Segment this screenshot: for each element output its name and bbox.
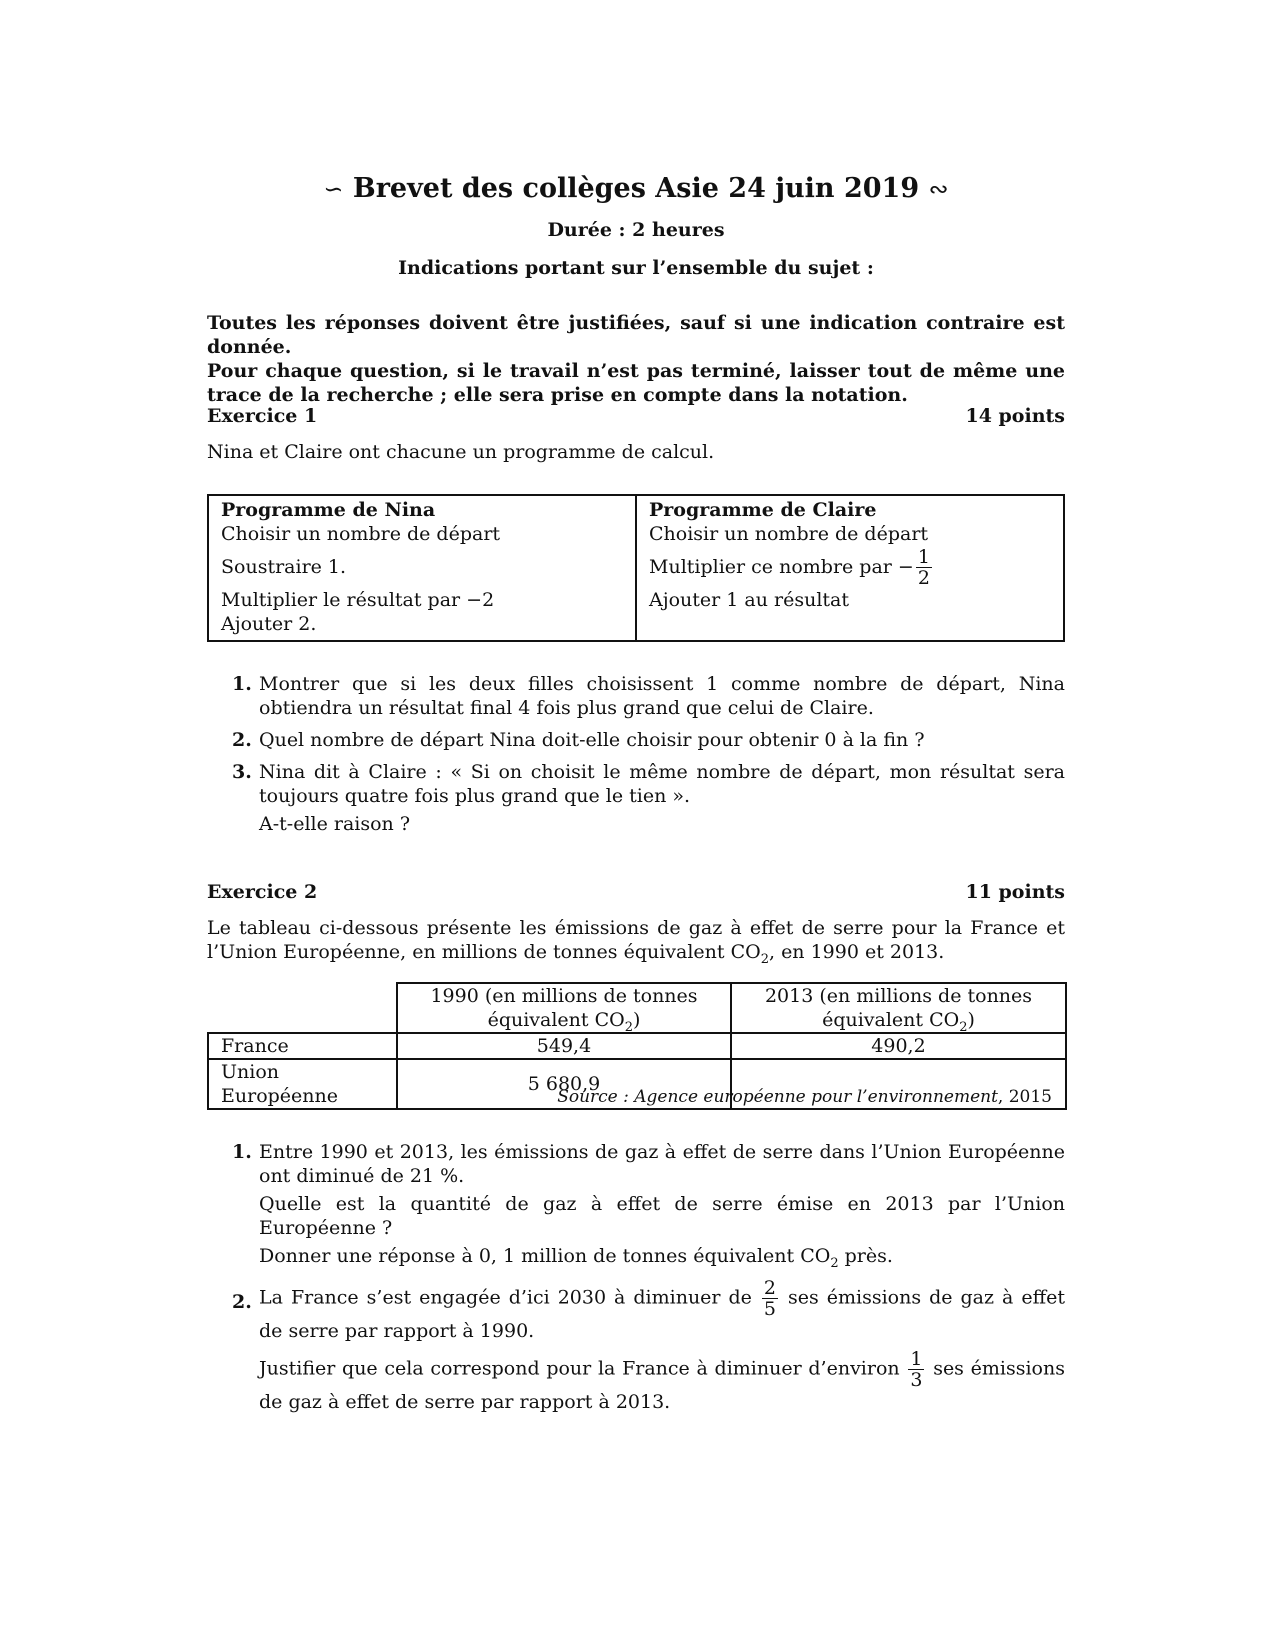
co2-subscript: 2	[959, 1019, 968, 1035]
instructions-heading: Indications portant sur l’ensemble du sujet :	[398, 257, 874, 279]
nina-title: Programme de Nina	[221, 499, 436, 521]
column-header-2013	[731, 983, 1066, 1033]
nina-program	[208, 495, 636, 641]
empty-header-cell	[208, 983, 397, 1033]
q1-line3-text: Donner une réponse à 0, 1 million de tonnes équivalent CO	[259, 1245, 831, 1267]
question-subtext: A-t-elle raison ?	[259, 813, 411, 835]
fraction-one-third	[908, 1349, 924, 1390]
nina-step: Soustraire 1.	[221, 556, 347, 578]
co2-subscript: 2	[830, 1255, 839, 1271]
question-subtext: Quelle est la quantité de gaz à effet de serre émise en 2013 par l’Union Européenne ?	[259, 1193, 1065, 1239]
question-number: 2.	[232, 1291, 252, 1313]
question	[207, 672, 1065, 720]
duration: Durée : 2 heures	[547, 219, 725, 241]
co2-subscript: 2	[760, 951, 769, 967]
claire-step2-text: Multiplier ce nombre par −	[649, 556, 914, 578]
question-number: 1.	[232, 673, 252, 695]
fraction-numerator: 1	[910, 1348, 923, 1370]
intro-text-end: , en 1990 et 2013.	[768, 941, 945, 963]
q2-text-end: ses émissions de gaz à effet de serre par rapport à 1990.	[259, 1286, 1065, 1342]
instructions	[207, 311, 1065, 407]
title-text: Brevet des collèges Asie 24 juin 2019	[352, 173, 920, 204]
question-subtext	[259, 1349, 1065, 1414]
claire-step	[649, 546, 1051, 588]
fraction-one-half	[916, 547, 932, 588]
question-text: Nina dit à Claire : « Si on choisit le même nombre de départ, mon résultat sera toujours quatre fois plus grand que le tien ».	[259, 761, 1065, 807]
question-text: Quel nombre de départ Nina doit-elle choisir pour obtenir 0 à la fin ?	[259, 729, 925, 751]
source-year: , 2015	[997, 1087, 1052, 1107]
intro-text: Le tableau ci-dessous présente les émissions de gaz à effet de serre pour la France et l’Union Européenne, en millions de tonnes équivalent CO	[207, 917, 1065, 963]
table-row	[208, 1033, 1066, 1059]
question-text	[259, 1278, 1065, 1343]
question-number: 3.	[232, 761, 252, 783]
source-note	[557, 1085, 1052, 1109]
question	[207, 760, 1065, 836]
instruction-1: Toutes les réponses doivent être justifiées, sauf si une indication contraire est donnée.	[207, 312, 1065, 358]
row-label: Union Européenne	[208, 1059, 397, 1109]
cell-1990: 5 680,9	[397, 1059, 731, 1109]
question-number: 1.	[232, 1141, 252, 1163]
question-text: Entre 1990 et 2013, les émissions de gaz à effet de serre dans l’Union Européenne ont diminué de 21 %.	[259, 1141, 1065, 1187]
fraction-denominator: 2	[917, 566, 930, 589]
exercise-2-questions	[207, 1140, 1065, 1414]
fraction-denominator: 3	[910, 1369, 923, 1391]
exercise-1-points: 14 points	[965, 405, 1065, 427]
nina-step: Choisir un nombre de départ	[221, 523, 501, 545]
claire-step: Ajouter 1 au résultat	[649, 589, 850, 611]
nina-step: Multiplier le résultat par −2	[221, 589, 495, 611]
exercise-2-intro	[207, 916, 1065, 967]
row-label: France	[208, 1033, 397, 1059]
exercise-1-header	[207, 404, 1065, 428]
exercise-1-questions	[207, 672, 1065, 836]
page-title	[207, 172, 1065, 206]
q2-text: La France s’est engagée d’ici 2030 à diminuer de	[259, 1286, 752, 1309]
programs-table	[207, 494, 1065, 642]
fraction-two-fifths	[762, 1278, 778, 1319]
question-text: Montrer que si les deux filles choisissent 1 comme nombre de départ, Nina obtiendra un résultat final 4 fois plus grand que celui de Claire.	[259, 673, 1065, 719]
paren: )	[633, 1009, 641, 1031]
fraction-denominator: 5	[763, 1298, 777, 1320]
question	[207, 728, 1065, 752]
paren: )	[967, 1009, 975, 1031]
claire-step: Choisir un nombre de départ	[649, 523, 929, 545]
exercise-2-points: 11 points	[965, 881, 1065, 903]
table-header-row	[208, 983, 1066, 1033]
question	[207, 1140, 1065, 1271]
instruction-2: Pour chaque question, si le travail n’est pas terminé, laisser tout de même une trace de la recherche ; elle sera prise en compte dans la notation.	[207, 360, 1065, 406]
cell-2013: 490,2	[731, 1033, 1066, 1059]
column-header-text: 2013 (en millions de tonnes équivalent CO	[764, 985, 1033, 1031]
q2-line2-end: ses émissions de gaz à effet de serre par rapport à 2013.	[259, 1357, 1065, 1413]
claire-program	[636, 495, 1064, 641]
fraction-numerator: 1	[917, 545, 930, 568]
claire-title: Programme de Claire	[649, 499, 877, 521]
q2-line2-text: Justifier que cela correspond pour la France à diminuer d’environ	[259, 1357, 900, 1380]
question-number: 2.	[232, 729, 252, 751]
exercise-2-header	[207, 880, 1065, 904]
cell-1990: 549,4	[397, 1033, 731, 1059]
fraction-numerator: 2	[763, 1277, 777, 1299]
q1-line3-end: près.	[838, 1245, 893, 1267]
question	[207, 1278, 1065, 1414]
exercise-2-label: Exercice 2	[207, 881, 318, 903]
exercise-1-label: Exercice 1	[207, 405, 318, 427]
column-header-1990	[397, 983, 731, 1033]
co2-subscript: 2	[624, 1019, 633, 1035]
question-subtext	[259, 1244, 1065, 1271]
column-header-text: 1990 (en millions de tonnes équivalent CO	[430, 985, 698, 1031]
ornament-left-icon: ∽	[323, 175, 344, 203]
source-label: Source : Agence européenne pour l’environnement	[557, 1087, 998, 1107]
exercise-1-intro: Nina et Claire ont chacune un programme de calcul.	[207, 441, 715, 463]
nina-step: Ajouter 2.	[221, 613, 317, 635]
ornament-right-icon: ∾	[928, 175, 949, 203]
